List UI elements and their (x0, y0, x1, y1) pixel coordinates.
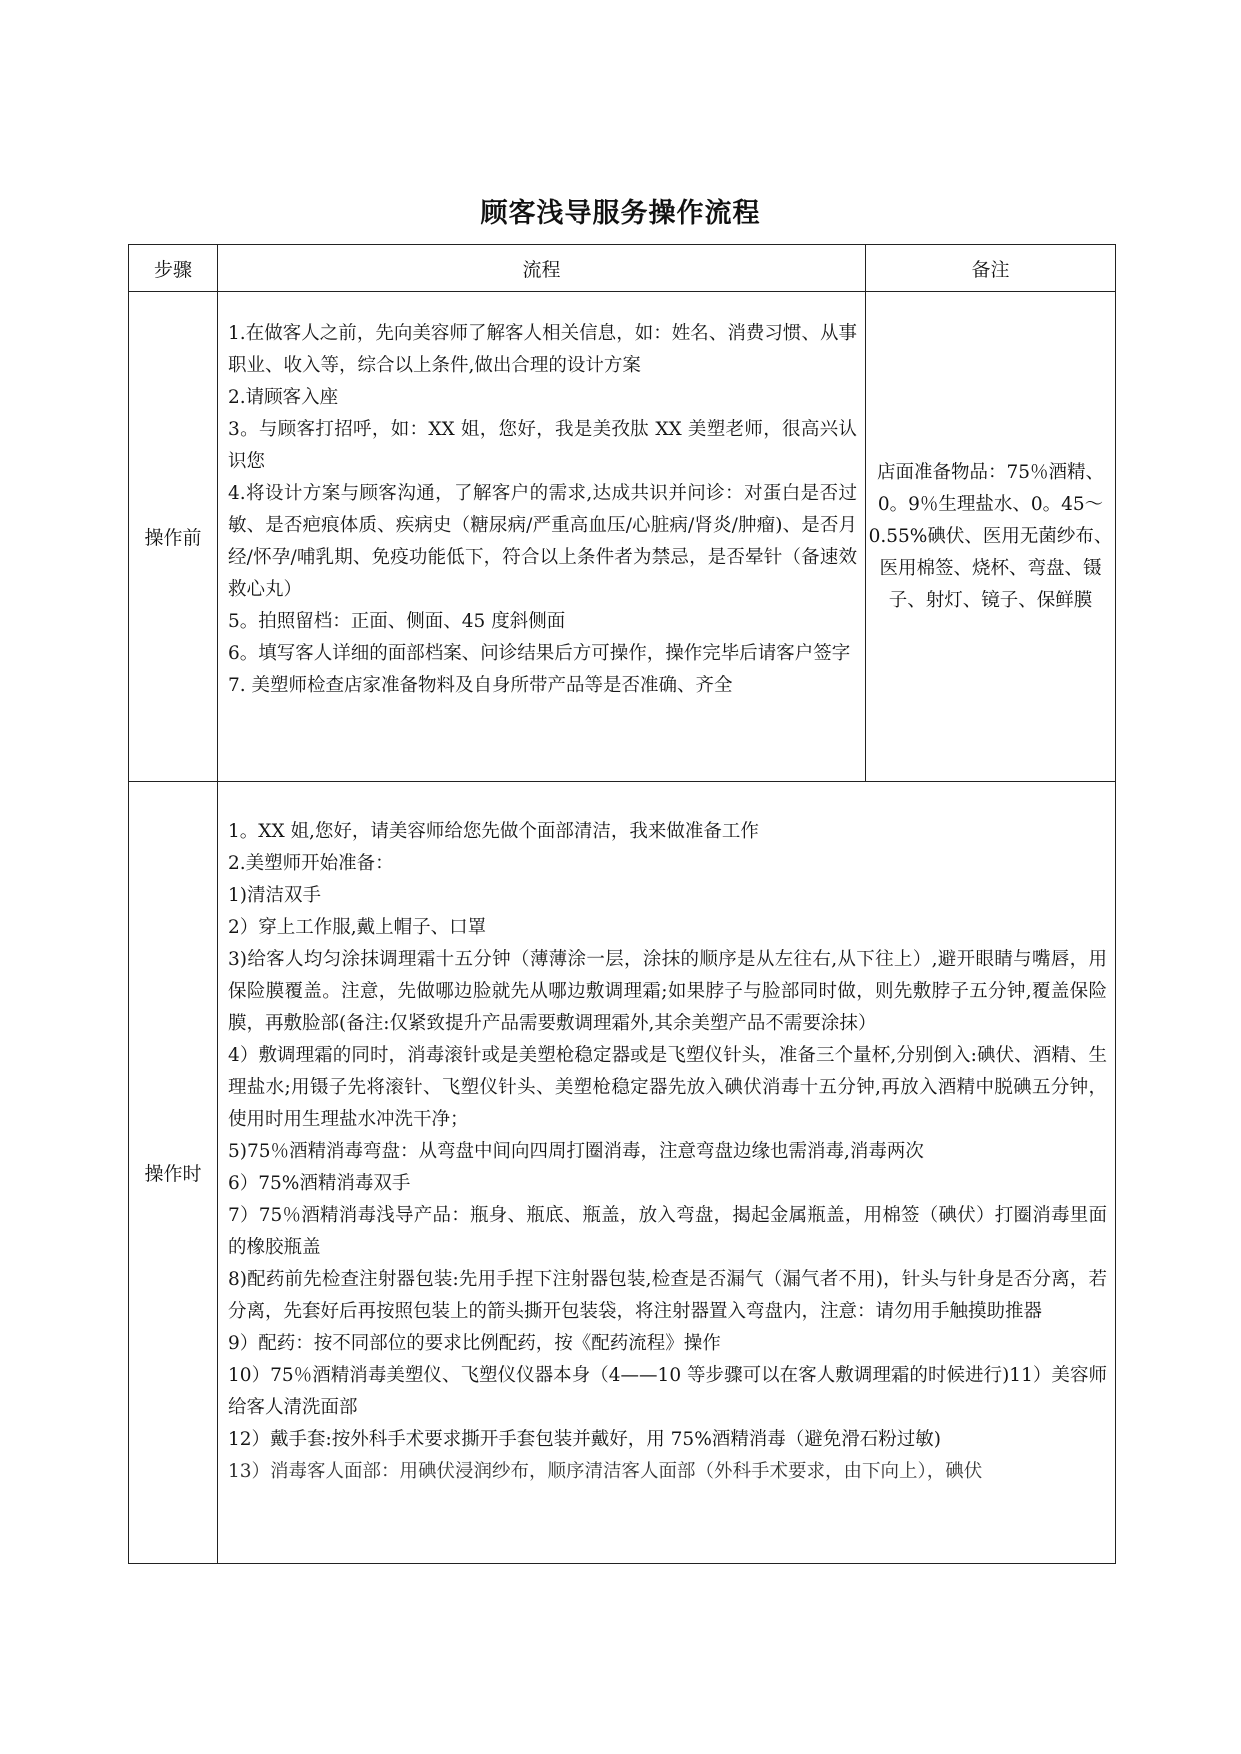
flow-cell-during (218, 782, 1116, 1564)
table-header-row (129, 245, 1116, 292)
flow-line: 4.将设计方案与顾客沟通，了解客户的需求,达成共识并问诊：对蛋白是否过敏、是否疤痕体质、疾病史（糖尿病/严重高血压/心脏病/肾炎/肿瘤)、是否月经/怀孕/哺乳期、免疫功能低下，符合以上条件者为禁忌，是否晕针（备速效救心丸） (228, 483, 857, 600)
header-step: 步骤 (129, 245, 218, 292)
step-label-before: 操作前 (129, 292, 218, 782)
table-row-before-operation (129, 292, 1116, 782)
flow-line: 12）戴手套:按外科手术要求撕开手套包装并戴好，用 75%酒精消毒（避免滑石粉过敏) (228, 1429, 941, 1450)
step-label-during: 操作时 (129, 782, 218, 1564)
flow-line: 2）穿上工作服,戴上帽子、口罩 (228, 917, 487, 938)
flow-line: 7）75％酒精消毒浅导产品：瓶身、瓶底、瓶盖，放入弯盘，揭起金属瓶盖，用棉签（碘伏）打圈消毒里面的橡胶瓶盖 (228, 1205, 1107, 1258)
flow-line: 2.美塑师开始准备： (228, 853, 394, 874)
flow-line: 2.请顾客入座 (228, 387, 339, 408)
flow-line: 3)给客人均匀涂抹调理霜十五分钟（薄薄涂一层，涂抹的顺序是从左往右,从下往上）,避开眼睛与嘴唇，用保险膜覆盖。注意，先做哪边脸就先从哪边敷调理霜;如果脖子与脸部同时做，则先敷脖子五分钟,覆盖保险膜，再敷脸部(备注:仅紧致提升产品需要敷调理霜外,其余美塑产品不需要涂抹） (228, 949, 1107, 1034)
flow-line: 7. 美塑师检查店家准备物料及自身所带产品等是否准确、齐全 (228, 675, 733, 696)
flow-cell-before (218, 292, 866, 782)
flow-line: 9）配药：按不同部位的要求比例配药，按《配药流程》操作 (228, 1333, 721, 1354)
flow-line: 5。拍照留档：正面、侧面、45 度斜侧面 (228, 611, 566, 632)
document-title: 顾客浅导服务操作流程 (480, 198, 761, 229)
flow-line: 5)75％酒精消毒弯盘：从弯盘中间向四周打圈消毒，注意弯盘边缘也需消毒,消毒两次 (228, 1141, 924, 1162)
table-row-during-operation (129, 782, 1116, 1564)
note-cell-before: 店面准备物品：75％酒精、0。9％生理盐水、0。45～0.55%碘伏、医用无菌纱布、医用棉签、烧杯、弯盘、镊子、射灯、镜子、保鲜膜 (866, 292, 1116, 782)
flow-line: 8)配药前先检查注射器包装:先用手捏下注射器包装,检查是否漏气（漏气者不用)，针头与针身是否分离，若分离，先套好后再按照包装上的箭头撕开包装袋，将注射器置入弯盘内，注意：请勿用手触摸助推器 (228, 1269, 1107, 1322)
procedure-table (128, 244, 1116, 1564)
flow-line: 6。填写客人详细的面部档案、问诊结果后方可操作，操作完毕后请客户签字 (228, 643, 851, 664)
flow-line: 10）75％酒精消毒美塑仪、飞塑仪仪器本身（4——10 等步骤可以在客人敷调理霜的时候进行)11）美容师给客人清洗面部 (228, 1365, 1107, 1418)
flow-line: 1。XX 姐,您好，请美容师给您先做个面部清洁，我来做准备工作 (228, 821, 759, 842)
flow-line: 4）敷调理霜的同时，消毒滚针或是美塑枪稳定器或是飞塑仪针头，准备三个量杯,分别倒入:碘伏、酒精、生理盐水;用镊子先将滚针、飞塑仪针头、美塑枪稳定器先放入碘伏消毒十五分钟,再放入酒精中脱碘五分钟，使用时用生理盐水冲洗干净； (228, 1045, 1107, 1130)
header-note: 备注 (866, 245, 1116, 292)
flow-line: 3。与顾客打招呼，如：XX 姐，您好，我是美孜肽 XX 美塑老师，很高兴认识您 (228, 419, 857, 472)
flow-line: 6）75%酒精消毒双手 (228, 1173, 411, 1194)
header-flow: 流程 (218, 245, 866, 292)
flow-line: 13）消毒客人面部：用碘伏浸润纱布，顺序清洁客人面部（外科手术要求，由下向上），碘伏 (228, 1461, 983, 1482)
flow-line: 1.在做客人之前，先向美容师了解客人相关信息，如：姓名、消费习惯、从事职业、收入等，综合以上条件,做出合理的设计方案 (228, 323, 857, 376)
flow-line: 1)清洁双手 (228, 885, 321, 906)
